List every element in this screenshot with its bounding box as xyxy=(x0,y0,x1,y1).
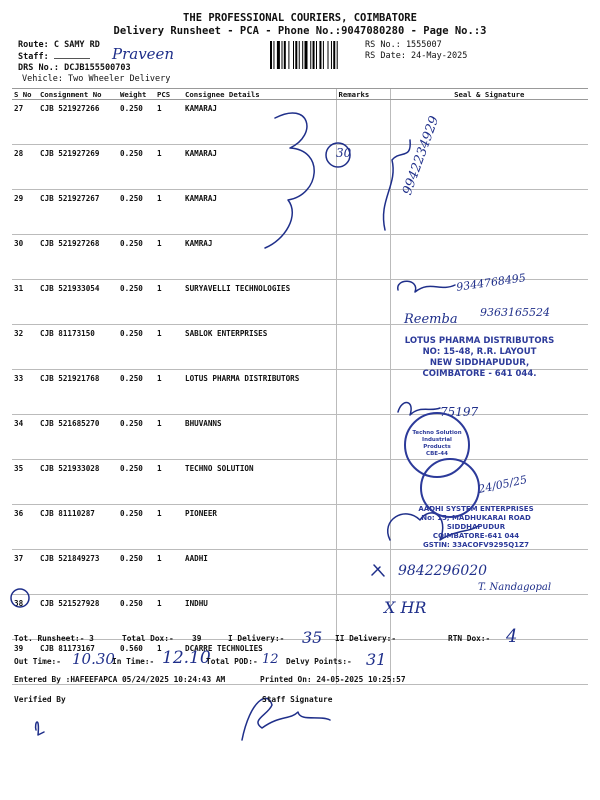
cell-consignment: CJB 521927268 xyxy=(38,235,118,280)
aadhi-stamp-line: GSTIN: 33ACOFV9295Q1Z7 xyxy=(423,541,529,549)
col-remarks: Remarks xyxy=(336,89,390,100)
cell-consignee: AADHI xyxy=(183,550,336,595)
col-pcs: PCS xyxy=(155,89,183,100)
aadhi-stamp xyxy=(386,505,566,550)
cell-consignee: TECHNO SOLUTION xyxy=(183,460,336,505)
cell-consignee: KAMARAJ xyxy=(183,145,336,190)
cell-pcs: 1 xyxy=(155,505,183,550)
cell-pcs: 1 xyxy=(155,325,183,370)
lotus-stamp-line: COIMBATORE - 641 044. xyxy=(422,369,537,379)
hw-row-34-number: 75197 xyxy=(440,405,479,419)
hw-row-38-phone: 9842296020 xyxy=(398,563,488,579)
bracket-mark xyxy=(265,113,314,248)
cell-weight: 0.250 xyxy=(118,190,155,235)
cell-pcs: 1 xyxy=(155,100,183,145)
cell-consignee: SURYAVELLI TECHNOLOGIES xyxy=(183,280,336,325)
hw-out-time: 10.30 xyxy=(72,650,115,668)
techno-stamp-line: Industrial Products xyxy=(422,437,452,450)
cell-consignee: KAMRAJ xyxy=(183,235,336,280)
footer-total-pod: Total POD:- xyxy=(206,657,258,666)
company-title: THE PROFESSIONAL COURIERS, COIMBATORE xyxy=(183,12,417,24)
route-value: C SAMY RD xyxy=(53,40,100,50)
cell-consignment: CJB 521849273 xyxy=(38,550,118,595)
footer-in-time: In Time:- xyxy=(112,657,155,666)
cell-pcs: 1 xyxy=(155,415,183,460)
cell-pcs: 1 xyxy=(155,640,183,685)
cell-sno: 29 xyxy=(12,190,38,235)
aadhi-stamp-line: SIDDHAPUDUR xyxy=(446,523,506,531)
signature-32: Reemba xyxy=(404,312,458,327)
cell-consignee: KAMARAJ xyxy=(183,190,336,235)
lotus-stamp-line: NO: 15-48, R.R. LAYOUT xyxy=(422,347,537,357)
cell-consignee: INDHU xyxy=(183,595,336,640)
cell-weight: 0.250 xyxy=(118,235,155,280)
cell-sno: 28 xyxy=(12,145,38,190)
cell-weight: 0.250 xyxy=(118,280,155,325)
rs-number: RS No.: 1555007 xyxy=(365,40,442,50)
cell-sno: 27 xyxy=(12,100,38,145)
col-weight: Weight xyxy=(118,89,155,100)
cell-consignment: CJB 521527928 xyxy=(38,595,118,640)
hw-rtn-dox-value: 4 xyxy=(506,626,518,647)
rs-date: RS Date: 24-May-2025 xyxy=(365,51,468,61)
footer-out-time: Out Time:- xyxy=(14,657,61,666)
hw-i-delivery-value: 35 xyxy=(302,628,323,647)
cell-consignment: CJB 521921768 xyxy=(38,370,118,415)
footer-rtn-dox: RTN Dox:- xyxy=(448,634,491,643)
hw-row-31-phone: 9344768495 xyxy=(455,271,527,294)
cell-pcs: 1 xyxy=(155,595,183,640)
hw-row-36-date: 24/05/25 xyxy=(477,473,529,496)
footer-ii-delivery: II Delivery:- xyxy=(335,634,397,643)
cell-consignment: CJB 521927266 xyxy=(38,100,118,145)
techno-stamp-line: CBE-44 xyxy=(426,451,448,457)
cell-consignment: CJB 521685270 xyxy=(38,415,118,460)
cell-weight: 0.250 xyxy=(118,370,155,415)
cell-consignee: LOTUS PHARMA DISTRIBUTORS xyxy=(183,370,336,415)
vehicle-line: Vehicle: Two Wheeler Delivery xyxy=(22,74,171,84)
hw-rows-27-30-number: 30 xyxy=(336,146,352,160)
cell-consignment: CJB 521927269 xyxy=(38,145,118,190)
hw-row-39-mark: X HR xyxy=(384,598,427,617)
cell-weight: 0.250 xyxy=(118,325,155,370)
lotus-stamp-line: LOTUS PHARMA DISTRIBUTORS xyxy=(404,336,555,346)
footer-staff-signature: Staff Signature xyxy=(262,695,333,704)
cell-consignment: CJB 521927267 xyxy=(38,190,118,235)
cell-pcs: 1 xyxy=(155,235,183,280)
lotus-stamp-line: NEW SIDDHAPUDUR, xyxy=(429,358,530,368)
cell-sno: 32 xyxy=(12,325,38,370)
cell-sno: 36 xyxy=(12,505,38,550)
lotus-stamp xyxy=(392,336,567,380)
cell-sno: 30 xyxy=(12,235,38,280)
route-label: Route: xyxy=(18,40,49,50)
cell-consignment: CJB 521933054 xyxy=(38,280,118,325)
cell-weight: 0.250 xyxy=(118,145,155,190)
cell-consignee: DCARRE TECHNOLIES xyxy=(183,640,336,685)
col-sno: S No xyxy=(12,89,38,100)
cell-weight: 0.250 xyxy=(118,550,155,595)
staff-signature-scribble xyxy=(242,698,330,740)
techno-stamp-line: Techno Solution xyxy=(412,430,462,436)
aadhi-stamp-line: AADHI SYSTEM ENTERPRISES xyxy=(418,505,534,513)
cell-weight: 0.250 xyxy=(118,100,155,145)
cell-consignee: KAMARAJ xyxy=(183,100,336,145)
cell-sno: 33 xyxy=(12,370,38,415)
verified-mark xyxy=(36,722,44,735)
aadhi-stamp-line: COIMBATORE-641 044 xyxy=(432,532,520,540)
hw-row-38-name: T. Nandagopal xyxy=(478,582,552,593)
footer-printed-on: Printed On: 24-05-2025 10:25:57 xyxy=(260,675,406,684)
aadhi-stamp-line: No: 15, MADHUKARAI ROAD xyxy=(421,514,531,522)
cell-sno: 37 xyxy=(12,550,38,595)
cell-consignment: CJB 81110287 xyxy=(38,505,118,550)
cell-weight: 0.250 xyxy=(118,415,155,460)
footer-tot-runsheet: Tot. Runsheet:- 3 xyxy=(14,634,94,643)
cell-consignment: CJB 81173150 xyxy=(38,325,118,370)
cell-pcs: 1 xyxy=(155,190,183,235)
footer-verified-by: Verified By xyxy=(14,695,66,704)
hw-row-32-phone: 9363165524 xyxy=(480,306,550,319)
col-consignment: Consignment No xyxy=(38,89,118,100)
col-consignee: Consignee Details xyxy=(183,89,336,100)
hw-delvy-points: 31 xyxy=(366,650,387,669)
footer-total-dox-value: 39 xyxy=(192,634,202,643)
cell-pcs: 1 xyxy=(155,280,183,325)
signature-38-mark xyxy=(372,565,384,576)
cell-sno: 34 xyxy=(12,415,38,460)
footer-total-dox-label: Total Dox:- xyxy=(122,634,174,643)
cell-weight: 0.250 xyxy=(118,460,155,505)
staff-handwritten: Praveen xyxy=(112,45,175,63)
col-seal-signature: Seal & Signature xyxy=(390,89,588,100)
drs-value: DCJB155500703 xyxy=(64,63,131,73)
cell-consignment: CJB 81173167 xyxy=(38,640,118,685)
cell-weight: 0.250 xyxy=(118,595,155,640)
cell-pcs: 1 xyxy=(155,370,183,415)
cell-sno: 31 xyxy=(12,280,38,325)
sno-39-circle xyxy=(11,589,29,607)
cell-consignee: SABLOK ENTERPRISES xyxy=(183,325,336,370)
cell-consignee: BHUVANNS xyxy=(183,415,336,460)
runsheet-subtitle: Delivery Runsheet - PCA - Phone No.:9047080280 - Page No.:3 xyxy=(113,25,487,37)
techno-stamp-text xyxy=(410,430,464,458)
hw-in-time: 12.10 xyxy=(162,648,211,668)
cell-pcs: 1 xyxy=(155,460,183,505)
cell-consignment: CJB 521933028 xyxy=(38,460,118,505)
hw-total-pod: 12 xyxy=(262,652,279,667)
cell-sno: 35 xyxy=(12,460,38,505)
signature-31 xyxy=(398,281,455,292)
cell-sno: 39 xyxy=(12,640,38,685)
cell-weight: 0.250 xyxy=(118,505,155,550)
footer-i-delivery: I Delivery:- xyxy=(228,634,285,643)
cell-weight: 0.560 xyxy=(118,640,155,685)
cell-sno: 38 xyxy=(12,595,38,640)
cell-consignee: PIONEER xyxy=(183,505,336,550)
cell-pcs: 1 xyxy=(155,145,183,190)
drs-label: DRS No.: xyxy=(18,63,59,73)
footer-delvy-points: Delvy Points:- xyxy=(286,657,352,666)
staff-label: Staff: xyxy=(18,52,49,62)
cell-pcs: 1 xyxy=(155,550,183,595)
footer-entered-by: Entered By :HAFEEFAPCA 05/24/2025 10:24:43 AM xyxy=(14,675,226,684)
hw-rows-27-30-phone: 9942234929 xyxy=(400,114,443,198)
